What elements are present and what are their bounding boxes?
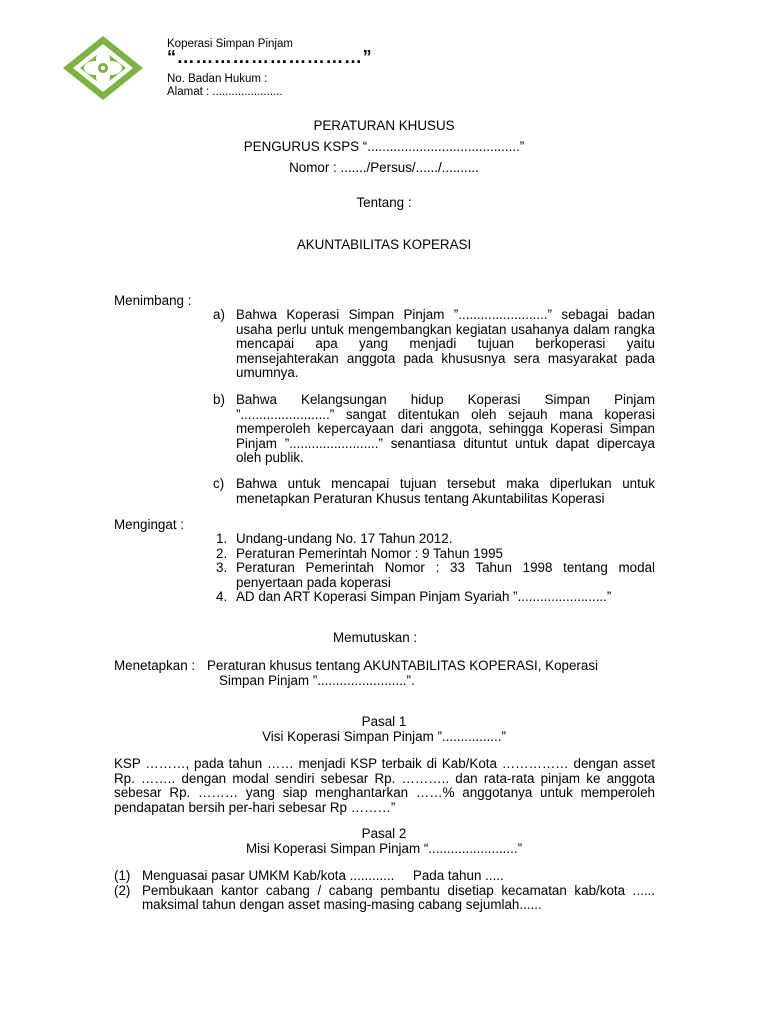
org-name: Koperasi Simpan Pinjam [167,38,293,50]
menetapkan-text-line2: Simpan Pinjam ”........................”. [219,673,415,688]
list-item-text: AD dan ART Koperasi Simpan Pinjam Syariah ”........................” [236,589,612,605]
list-item-text: Undang-undang No. 17 Tahun 2012. [236,531,453,546]
list-marker: a) [213,307,225,322]
list-marker: (1) [114,868,131,883]
pasal1-body: KSP ………, pada tahun …… menjadi KSP terbaik di Kab/Kota …………… dengan asset Rp. …….. dengan modal sendiri sebesar Rp. ……….. dan rata-rata pinjam ke anggota sebesar Rp. ……… yang siap menghantarkan ……% anggotanya untuk memperoleh pendapatan bersih per-hari sebesar Rp ………” [114,756,655,815]
list-item [216,547,655,562]
list-marker: c) [213,476,225,491]
list-marker: 2. [216,545,228,561]
pasal1-subheading: Visi Koperasi Simpan Pinjam ”................” [262,729,506,744]
list-item-text: Bahwa Kelangsungan hidup Koperasi Simpan Pinjam ”........................” sangat ditentukan oleh sejauh mana koperasi memperoleh kepercayaan dari anggota, sehingga Koperasi Simpan Pinjam ”........................” senantiasa dituntut untuk dapat dipercaya oleh publik. [236,392,655,466]
menetapkan-text-line1: Peraturan khusus tentang AKUNTABILITAS KOPERASI, Koperasi [207,658,598,673]
list-item [216,532,655,547]
list-item [216,590,655,605]
cooperative-flower-logo-icon [62,35,144,101]
list-item-text: Bahwa Koperasi Simpan Pinjam ”........................” sebagai badan usaha perlu untuk mengembangkan kegiatan usahanya dalam rangka mencapai apa yang menjadi tujuan berkoperasi yaitu mensejahterakan anggota pada khususnya sera masyarakat pada umumnya. [236,307,655,381]
list-item-text: Pembukaan kantor cabang / cabang pembantu disetiap kecamatan kab/kota ...... maksimal tahun dengan asset masing-masing cabang sejumlah...... [142,882,655,913]
list-marker: b) [213,392,225,407]
pasal2-list [114,869,655,913]
badan-hukum-label: No. Badan Hukum : [167,73,268,85]
mengingat-list [216,532,655,605]
pasal2-subheading: Misi Koperasi Simpan Pinjam “........................” [245,841,523,856]
list-marker: (2) [114,882,131,898]
tentang-label: Tentang : [356,195,412,210]
list-item [114,884,655,913]
menimbang-item-c [213,477,655,506]
list-marker: 4. [216,589,228,605]
pasal2-heading: Pasal 2 [361,826,407,841]
memutuskan-heading: Memutuskan : [333,630,418,645]
menetapkan-label: Menetapkan : [114,658,196,673]
list-item-text: Peraturan Pemerintah Nomor : 9 Tahun 1995 [236,545,503,561]
pasal1-heading: Pasal 1 [361,714,407,729]
document-issuer: PENGURUS KSPS “.........................................” [243,139,525,154]
menimbang-item-a [213,308,655,381]
list-item-text: Bahwa untuk mencapai tujuan tersebut maka diperlukan untuk menetapkan Peraturan Khusus tentang Akuntabilitas Koperasi [236,476,655,506]
list-item [216,561,655,590]
menimbang-label: Menimbang : [114,293,192,308]
list-item-text: Peraturan Pemerintah Nomor : 33 Tahun 1998 tentang modal penyertaan pada koperasi [236,560,655,590]
list-item-text: Menguasai pasar UMKM Kab/kota ............ Pada tahun ..... [142,868,504,883]
alamat-label: Alamat : ...................... [167,86,283,98]
menimbang-item-b [213,393,655,466]
document-title: PERATURAN KHUSUS [313,118,455,133]
document-number: Nomor : ......./Persus/....../.......... [289,160,479,175]
list-marker: 3. [216,560,228,576]
mengingat-label: Mengingat : [114,517,184,532]
list-marker: 1. [216,531,228,546]
list-item [114,869,655,884]
document-subject: AKUNTABILITAS KOPERASI [296,237,472,252]
org-name-placeholder: “…………………………” [167,47,373,67]
